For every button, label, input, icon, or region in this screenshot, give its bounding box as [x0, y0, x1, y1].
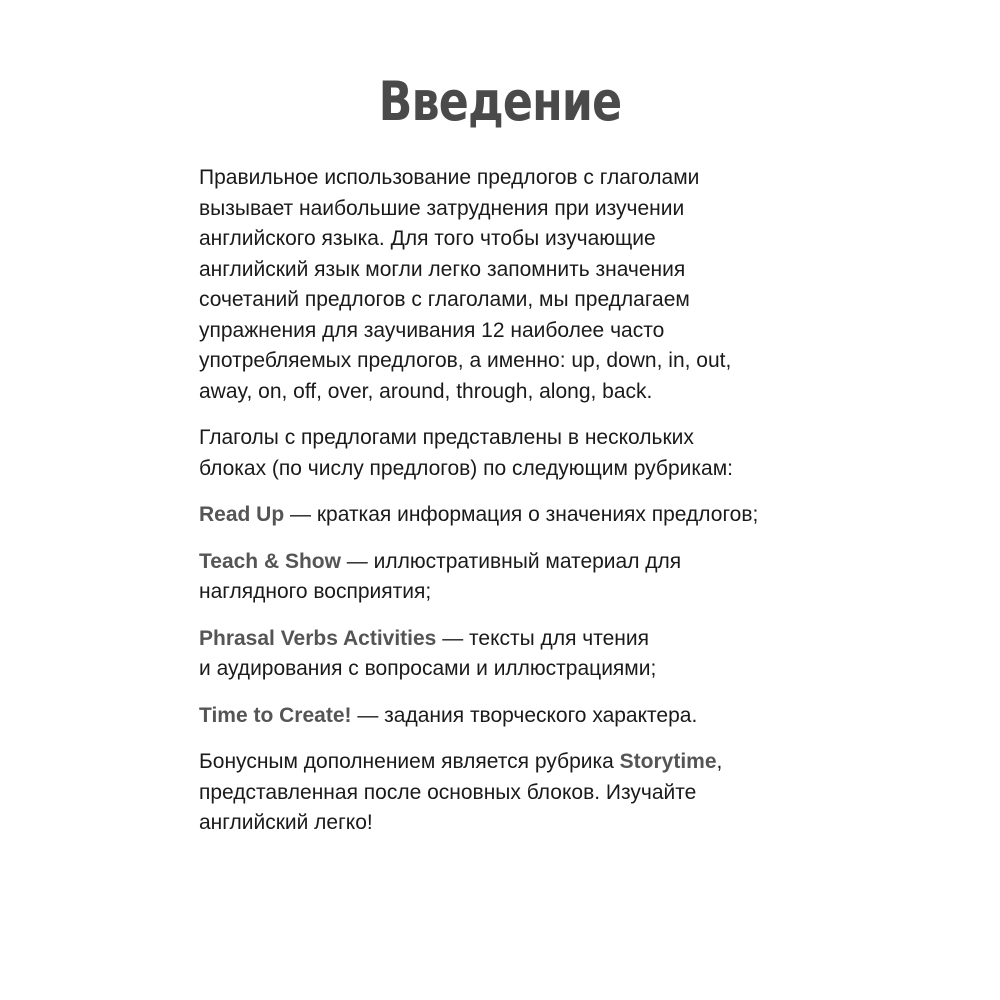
- intro-line: сочетаний предлогов с глаголами, мы предлагаем: [199, 288, 690, 311]
- rubric-phrasal-verbs: [199, 624, 839, 685]
- rubric-teach-show: [199, 547, 839, 608]
- intro-line: упражнения для заучивания 12 наиболее часто: [199, 318, 665, 342]
- bonus-line: [199, 747, 839, 778]
- bonus-text: ,: [716, 750, 723, 773]
- rubric-line: [199, 500, 839, 531]
- rubric-line: [199, 624, 839, 655]
- rubric-read-up: [199, 500, 839, 531]
- rubric-description: — краткая информация о значениях предлогов;: [284, 503, 759, 526]
- bonus-term: Storytime: [619, 750, 717, 773]
- rubric-term: Time to Create!: [199, 703, 352, 727]
- blocks-paragraph: [199, 423, 839, 484]
- page-title: Введение: [378, 70, 622, 133]
- rubric-description: — иллюстративный материал для: [340, 549, 682, 573]
- rubric-line: наглядного восприятия;: [199, 580, 432, 603]
- rubric-description: — задания творческого характера.: [351, 703, 698, 727]
- blocks-line: блоках (по числу предлогов) по следующим рубрикам:: [199, 456, 733, 480]
- intro-paragraph: [199, 163, 839, 407]
- intro-line: away, on, off, over, around, through, along, back.: [199, 379, 653, 403]
- intro-line: английский язык могли легко запомнить значения: [199, 257, 686, 281]
- intro-line: вызывает наибольшие затруднения при изучении: [199, 196, 685, 220]
- bonus-line: представленная после основных блоков. Изучайте: [199, 780, 697, 804]
- rubric-term: Read Up: [199, 503, 285, 526]
- rubric-line: [199, 701, 839, 732]
- intro-line: Правильное использование предлогов с глаголами: [199, 166, 700, 189]
- content-body: [199, 163, 839, 855]
- blocks-line: Глаголы с предлогами представлены в нескольких: [199, 426, 694, 449]
- rubric-time-to-create: [199, 701, 839, 732]
- rubric-term: Teach & Show: [199, 549, 341, 573]
- rubric-term: Phrasal Verbs Activities: [199, 626, 437, 650]
- rubric-line: [199, 547, 839, 578]
- bonus-paragraph: [199, 747, 839, 839]
- rubric-description: — тексты для чтения: [436, 626, 649, 650]
- bonus-text: Бонусным дополнением является рубрика: [199, 750, 620, 773]
- bonus-line: английский легко!: [199, 811, 373, 834]
- intro-line: употребляемых предлогов, а именно: up, down, in, out,: [199, 349, 732, 372]
- intro-line: английского языка. Для того чтобы изучающие: [199, 227, 656, 250]
- rubric-line: и аудирования с вопросами и иллюстрациями;: [199, 657, 657, 680]
